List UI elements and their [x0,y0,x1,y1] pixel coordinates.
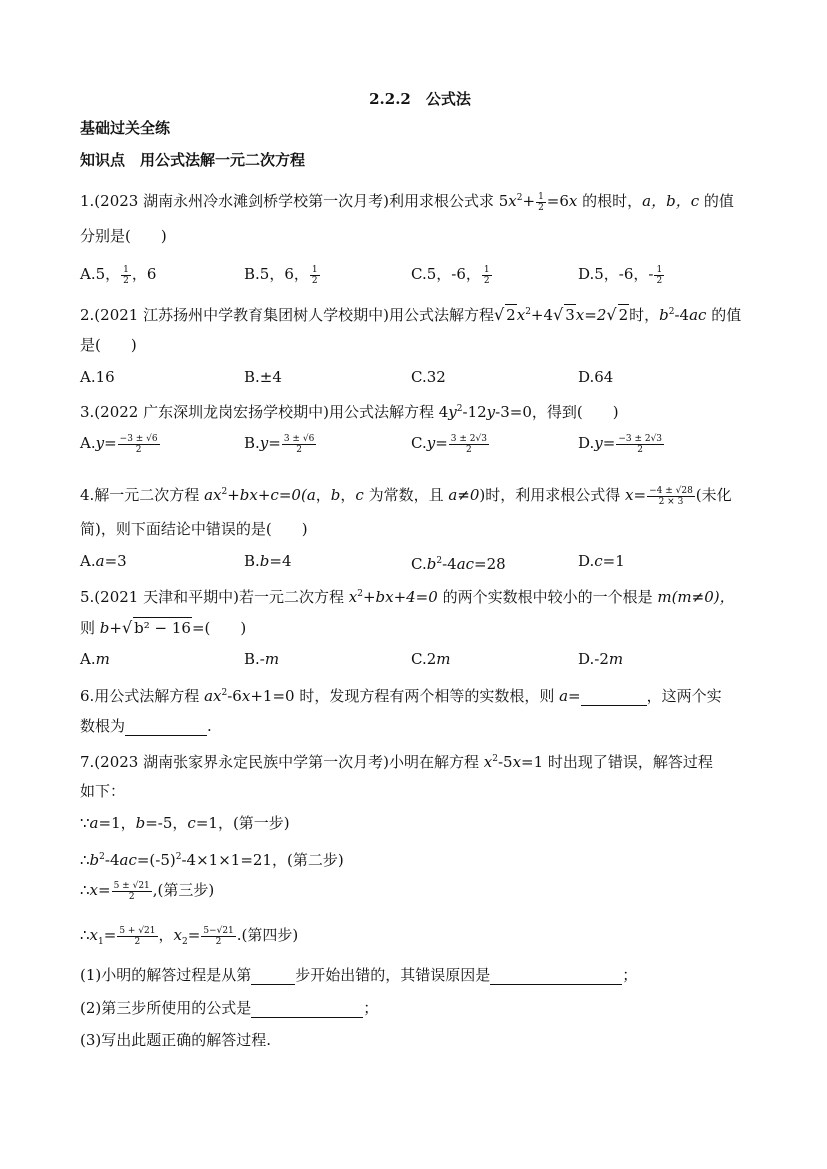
option-d[interactable]: D.c=1 [578,552,625,570]
option-d[interactable]: D.5，-6，- $\frac{1}{2}$ [578,264,663,286]
option-c[interactable]: C.y= $\frac{3 \pm 2√3}{2}$ [411,433,487,455]
option-a[interactable]: A.y= $\frac{-3 \pm √6}{2}$ [80,433,158,455]
option-c[interactable]: C.2m [411,650,451,668]
question-2-line-2: 是( ) [80,336,137,354]
question-6-line-1: 6.用公式法解方程 $ax^2-6x+1=0$ 时，发现方程有两个相等的实数根，则 a= ，这两个实 [80,687,722,705]
answer-blank-formula[interactable] [251,1003,363,1018]
solution-step-3: ∴x= $\frac{5 \pm √21}{2}$ ,(第三步) [80,880,215,902]
question-1-options [80,263,760,285]
question-2-line-1: 2.(2021 江苏扬州中学教育集团树人学校期中)用公式法解方程√ $2x^2+4√$ 3x=2√ 2时，$b^2-4ac$ 的值 [80,305,742,324]
section-heading: 基础过关全练 [80,119,171,137]
question-7-part-2: (2)第三步所使用的公式是 ； [80,999,379,1017]
question-7-line-2: 如下： [80,782,126,800]
question-4-options [80,550,760,572]
page-title: 2.2.2 公式法 [369,90,471,108]
option-a[interactable]: A.m [80,650,110,668]
option-a[interactable]: A.5， $\frac{1}{2}$ ，6 [80,264,157,286]
option-c[interactable]: $C.b^2-4ac=28$ [411,555,506,573]
solution-step-4: $\therefore x_1=$ $\frac{5 + √21}{2}$ ，$x_2=$ $\frac{5-√21}{2}$ .(第四步) [80,925,299,947]
answer-blank-step[interactable] [251,970,295,985]
question-6-line-2: 数根为 . [80,717,212,735]
question-1-line-1: 1.(2023 湖南永州冷水滩剑桥学校第一次月考)利用求根公式求 $5x^2+$ $\frac{1}{2}$ =6x 的根时，a，b，c 的值 [80,191,734,213]
question-7-part-1: (1)小明的解答过程是从第 步开始出错的，其错误原因是 ； [80,966,638,984]
question-2-options [80,366,760,388]
question-4-line-1: 4.解一元二次方程 $ax^2+bx+c=0(a$，b，c 为常数，且 a≠0)时，利用求根公式得 x= $\frac{-4 \pm √28}{2 \times 3}$ (未化 [80,485,732,507]
option-b[interactable]: B.5，6， $\frac{1}{2}$ [244,264,318,286]
option-a[interactable]: A.16 [80,368,115,386]
question-7-line-1: 7.(2023 湖南张家界永定民族中学第一次月考)小明在解方程 $x^2-5x=1$ 时出现了错误，解答过程 [80,753,713,771]
option-d[interactable]: D.-2m [578,650,624,668]
question-3-options [80,432,760,454]
answer-blank-reason[interactable] [490,970,622,985]
fraction-half: $\frac{1}{2}$ [538,191,544,213]
question-5-options [80,648,760,670]
option-c[interactable]: C.5，-6， $\frac{1}{2}$ [411,264,490,286]
question-5-line-1: 5.(2021 天津和平期中)若一元二次方程 $x^2+bx+4=0$ 的两个实数根中较小的一个根是 m(m≠0)， [80,588,735,606]
option-d[interactable]: D.64 [578,368,614,386]
question-4-line-2: 简)，则下面结论中错误的是( ) [80,520,308,538]
question-1-line-2: 分别是( ) [80,227,167,245]
option-d[interactable]: D.y= $\frac{-3 \pm 2√3}{2}$ [578,433,663,455]
knowledge-point-heading: 知识点 用公式法解一元二次方程 [80,151,306,169]
question-5-line-2: 则 b+√ b² − 16=( ) [80,618,247,637]
option-b[interactable]: B.±4 [244,368,282,386]
solution-step-2: $\therefore b^2-4ac=(-5)^2-4\times 1\times 1=21$，(第二步) [80,851,344,869]
answer-blank-roots[interactable] [125,721,207,736]
option-b[interactable]: B.b=4 [244,552,292,570]
question-3-line-1: 3.(2022 广东深圳龙岗宏扬学校期中)用公式法解方程 $4y^2-12y-3=0$，得到( ) [80,403,619,421]
option-b[interactable]: B.y= $\frac{3 \pm √6}{2}$ [244,433,315,455]
option-a[interactable]: A.a=3 [80,552,127,570]
answer-blank-a[interactable] [581,691,647,706]
question-7-part-3: (3)写出此题正确的解答过程. [80,1031,272,1049]
solution-step-1: ∵a=1，b=-5，c=1，(第一步) [80,814,290,832]
option-b[interactable]: B.-m [244,650,280,668]
option-c[interactable]: C.32 [411,368,446,386]
